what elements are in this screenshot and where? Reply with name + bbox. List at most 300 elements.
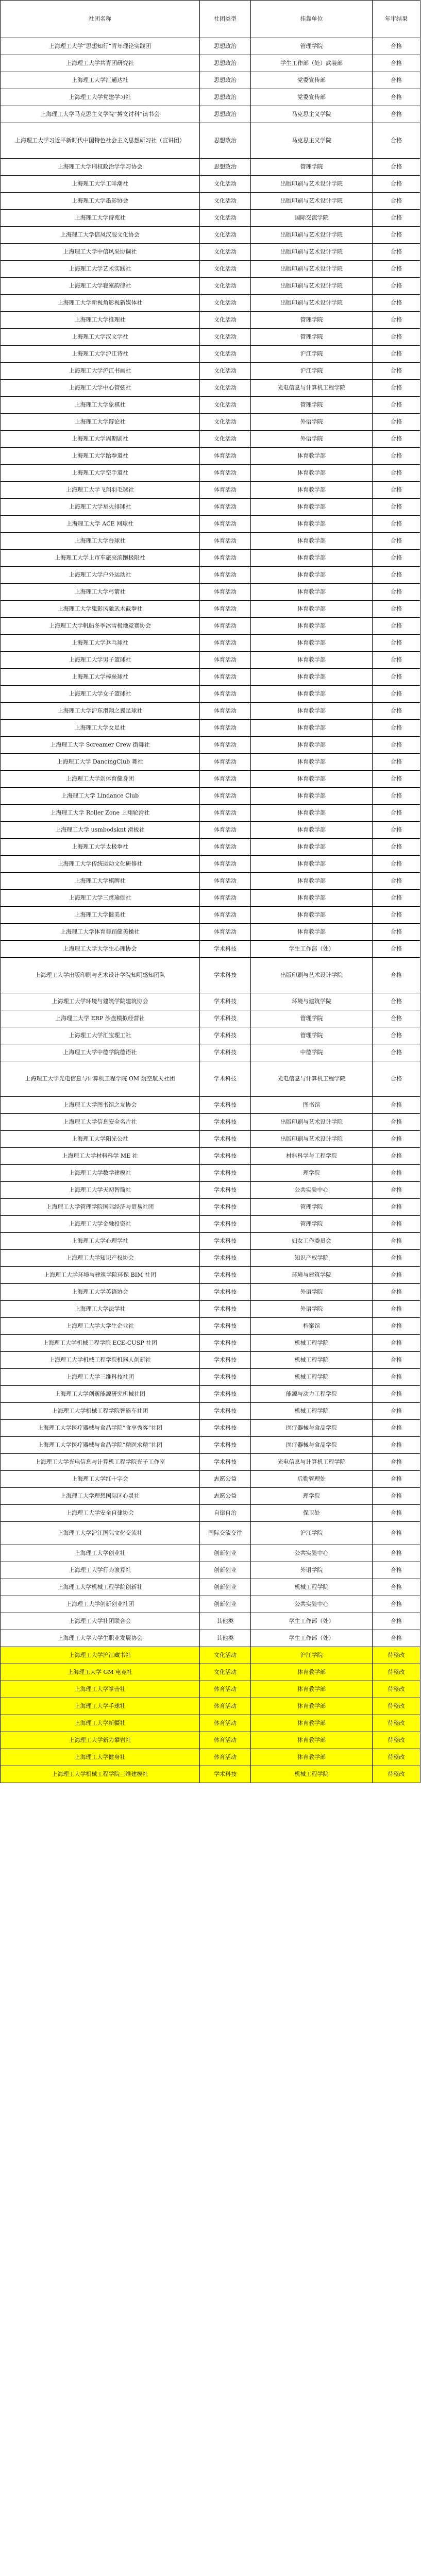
- table-row: [1, 1165, 420, 1182]
- table-row: [1, 1732, 420, 1749]
- club-type-cell: 文化活动: [200, 414, 251, 431]
- club-type-cell: 学术科技: [200, 1250, 251, 1267]
- review-result-cell: 合格: [373, 1454, 420, 1471]
- club-type-cell: 学术科技: [200, 941, 251, 958]
- club-type-cell: 学术科技: [200, 1044, 251, 1061]
- club-name-cell: 上海理工大学理想国际区心灵社: [1, 1488, 200, 1505]
- club-type-cell: 学术科技: [200, 1403, 251, 1420]
- table-row: [1, 329, 420, 346]
- review-result-cell: 合格: [373, 1284, 420, 1301]
- table-row: [1, 1318, 420, 1335]
- affiliated-unit-cell: 体育教学部: [251, 448, 373, 465]
- club-name-cell: 上海理工大学跆拳道社: [1, 448, 200, 465]
- club-type-cell: 体育活动: [200, 1732, 251, 1749]
- club-name-cell: 上海理工大学汉文学社: [1, 329, 200, 346]
- affiliated-unit-cell: 外语学院: [251, 1301, 373, 1318]
- table-row: [1, 822, 420, 839]
- affiliated-unit-cell: 光电信息与计算机工程学院: [251, 1061, 373, 1097]
- club-type-cell: 体育活动: [200, 907, 251, 924]
- review-result-cell: 合格: [373, 414, 420, 431]
- affiliated-unit-cell: 光电信息与计算机工程学院: [251, 1454, 373, 1471]
- review-result-cell: 合格: [373, 55, 420, 72]
- table-row: [1, 890, 420, 907]
- club-type-cell: 文化活动: [200, 329, 251, 346]
- club-type-cell: 思想政治: [200, 123, 251, 159]
- club-type-cell: 学术科技: [200, 1454, 251, 1471]
- review-result-cell: 合格: [373, 244, 420, 261]
- club-type-cell: 学术科技: [200, 1233, 251, 1250]
- club-type-cell: 体育活动: [200, 822, 251, 839]
- club-type-cell: 文化活动: [200, 295, 251, 312]
- affiliated-unit-cell: 体育教学部: [251, 652, 373, 669]
- club-name-cell: 上海理工大学鬼影风驰武术截拳社: [1, 601, 200, 618]
- review-result-cell: 合格: [373, 329, 420, 346]
- table-row: [1, 567, 420, 584]
- review-result-cell: 合格: [373, 873, 420, 890]
- table-row: [1, 295, 420, 312]
- club-type-cell: 国际交流交往: [200, 1522, 251, 1545]
- table-row: [1, 397, 420, 414]
- club-type-cell: 体育活动: [200, 669, 251, 686]
- club-name-cell: 上海理工大学新视角影视新媒体社: [1, 295, 200, 312]
- club-name-cell: 上海理工大学创新能源研究机械社团: [1, 1386, 200, 1403]
- club-type-cell: 思想政治: [200, 55, 251, 72]
- review-result-cell: 合格: [373, 363, 420, 380]
- club-name-cell: 上海理工大学诗苑社: [1, 210, 200, 227]
- affiliated-unit-cell: 出版印刷与艺术设计学院: [251, 958, 373, 993]
- review-result-cell: 合格: [373, 1471, 420, 1488]
- table-row: [1, 856, 420, 873]
- club-type-cell: 学术科技: [200, 1369, 251, 1386]
- table-row: [1, 380, 420, 397]
- club-name-cell: 上海理工大学环境与建筑学院环保 BIM 社团: [1, 1267, 200, 1284]
- table-row: [1, 1766, 420, 1783]
- table-row: [1, 465, 420, 482]
- review-result-cell: 合格: [373, 278, 420, 295]
- club-name-cell: 上海理工大学墨影协会: [1, 193, 200, 210]
- club-name-cell: 上海理工大学心理学社: [1, 1233, 200, 1250]
- club-name-cell: 上海理工大学机械工程学院 ECE-CUSP 社团: [1, 1335, 200, 1352]
- table-row: [1, 227, 420, 244]
- table-row: [1, 1386, 420, 1403]
- table-row: [1, 499, 420, 516]
- table-row: [1, 176, 420, 193]
- review-result-cell: 合格: [373, 1318, 420, 1335]
- table-row: [1, 788, 420, 805]
- review-result-cell: 合格: [373, 805, 420, 822]
- club-name-cell: 上海理工大学机械工程学院三维建模社: [1, 1766, 200, 1783]
- club-type-cell: 体育活动: [200, 516, 251, 533]
- table-row: [1, 1545, 420, 1562]
- club-name-cell: 上海理工大学沪江书画社: [1, 363, 200, 380]
- club-name-cell: 上海理工大学沪东滑翔之翼足球社: [1, 703, 200, 720]
- affiliated-unit-cell: 出版印刷与艺术设计学院: [251, 1131, 373, 1148]
- club-type-cell: 体育活动: [200, 754, 251, 771]
- club-name-cell: 上海理工大学沪江诗社: [1, 346, 200, 363]
- review-result-cell: 合格: [373, 822, 420, 839]
- review-result-cell: 合格: [373, 1165, 420, 1182]
- club-name-cell: 上海理工大学乒乓球社: [1, 635, 200, 652]
- club-type-cell: 思想政治: [200, 89, 251, 106]
- review-result-cell: 合格: [373, 1148, 420, 1165]
- club-type-cell: 学术科技: [200, 1061, 251, 1097]
- club-name-cell: 上海理工大学剑体育健身团: [1, 771, 200, 788]
- table-row: [1, 652, 420, 669]
- club-name-cell: 上海理工大学马克思主义学院“搏文讨科”读书会: [1, 106, 200, 123]
- club-name-cell: 上海理工大学党建学习社: [1, 89, 200, 106]
- review-result-cell: 待整改: [373, 1681, 420, 1698]
- affiliated-unit-cell: 体育教学部: [251, 686, 373, 703]
- table-row: [1, 1301, 420, 1318]
- club-name-cell: 上海理工大学弓箭社: [1, 584, 200, 601]
- club-name-cell: 上海理工大学健身社: [1, 1749, 200, 1766]
- affiliated-unit-cell: 体育教学部: [251, 924, 373, 941]
- club-name-cell: 上海理工大学健美社: [1, 907, 200, 924]
- table-row: [1, 941, 420, 958]
- table-row: [1, 159, 420, 176]
- club-name-cell: 上海理工大学棒垒球社: [1, 669, 200, 686]
- club-type-cell: 体育活动: [200, 533, 251, 550]
- club-name-cell: 上海理工大学图书馆之友协会: [1, 1097, 200, 1114]
- table-row: [1, 1505, 420, 1522]
- table-row: [1, 601, 420, 618]
- affiliated-unit-cell: 体育教学部: [251, 1715, 373, 1732]
- club-type-cell: 体育活动: [200, 482, 251, 499]
- club-type-cell: 学术科技: [200, 1216, 251, 1233]
- club-name-cell: 上海理工大学帆船冬季冰雪极地竞赛协会: [1, 618, 200, 635]
- club-type-cell: 学术科技: [200, 1766, 251, 1783]
- table-row: [1, 754, 420, 771]
- club-name-cell: 上海理工大学手球社: [1, 1698, 200, 1715]
- affiliated-unit-cell: 体育教学部: [251, 805, 373, 822]
- club-name-cell: 上海理工大学红十字会: [1, 1471, 200, 1488]
- affiliated-unit-cell: 医疗器械与食品学院: [251, 1420, 373, 1437]
- club-type-cell: 体育活动: [200, 805, 251, 822]
- table-row: [1, 771, 420, 788]
- club-type-cell: 体育活动: [200, 448, 251, 465]
- club-name-cell: 上海理工大学 DancingClub 舞社: [1, 754, 200, 771]
- table-row: [1, 1647, 420, 1664]
- table-row: [1, 737, 420, 754]
- club-name-cell: 上海理工大学光电信息与计算机工程学院 OM 航空航天社团: [1, 1061, 200, 1097]
- affiliated-unit-cell: 体育教学部: [251, 635, 373, 652]
- affiliated-unit-cell: 体育教学部: [251, 465, 373, 482]
- club-type-cell: 学术科技: [200, 1182, 251, 1199]
- review-result-cell: 待整改: [373, 1698, 420, 1715]
- club-name-cell: 上海理工大学中信风采协调社: [1, 244, 200, 261]
- affiliated-unit-cell: 光电信息与计算机工程学院: [251, 380, 373, 397]
- review-result-cell: 合格: [373, 550, 420, 567]
- review-result-cell: 合格: [373, 1267, 420, 1284]
- table-row: [1, 1044, 420, 1061]
- header-review-result: 年审结果: [373, 1, 420, 38]
- table-row: [1, 720, 420, 737]
- review-result-cell: 合格: [373, 1027, 420, 1044]
- affiliated-unit-cell: 公共实验中心: [251, 1182, 373, 1199]
- club-type-cell: 学术科技: [200, 1352, 251, 1369]
- review-result-cell: 合格: [373, 397, 420, 414]
- club-type-cell: 体育活动: [200, 737, 251, 754]
- club-type-cell: 体育活动: [200, 584, 251, 601]
- club-type-cell: 体育活动: [200, 839, 251, 856]
- club-name-cell: 上海理工大学体育舞蹈健美操社: [1, 924, 200, 941]
- club-type-cell: 文化活动: [200, 312, 251, 329]
- club-type-cell: 思想政治: [200, 159, 251, 176]
- table-row: [1, 1233, 420, 1250]
- table-row: [1, 1454, 420, 1471]
- affiliated-unit-cell: 体育教学部: [251, 907, 373, 924]
- club-type-cell: 思想政治: [200, 38, 251, 55]
- review-result-cell: 合格: [373, 1630, 420, 1647]
- table-row: [1, 482, 420, 499]
- affiliated-unit-cell: 沪江学院: [251, 1522, 373, 1545]
- club-name-cell: 上海理工大学机械工程学院智能车社团: [1, 1403, 200, 1420]
- club-type-cell: 文化活动: [200, 193, 251, 210]
- club-name-cell: 上海理工大学安全自律协会: [1, 1505, 200, 1522]
- club-name-cell: 上海理工大学 ACE 网球社: [1, 516, 200, 533]
- review-result-cell: 合格: [373, 737, 420, 754]
- review-result-cell: 合格: [373, 312, 420, 329]
- review-result-cell: 合格: [373, 1097, 420, 1114]
- review-result-cell: 合格: [373, 1216, 420, 1233]
- affiliated-unit-cell: 体育教学部: [251, 1749, 373, 1766]
- affiliated-unit-cell: 马克思主义学院: [251, 106, 373, 123]
- club-name-cell: 上海理工大学户外运动社: [1, 567, 200, 584]
- club-name-cell: 上海理工大学推理社: [1, 312, 200, 329]
- table-row: [1, 414, 420, 431]
- club-type-cell: 文化活动: [200, 176, 251, 193]
- affiliated-unit-cell: 体育教学部: [251, 771, 373, 788]
- affiliated-unit-cell: 体育教学部: [251, 601, 373, 618]
- affiliated-unit-cell: 保卫处: [251, 1505, 373, 1522]
- affiliated-unit-cell: 马克思主义学院: [251, 123, 373, 159]
- table-row: [1, 958, 420, 993]
- affiliated-unit-cell: 机械工程学院: [251, 1579, 373, 1596]
- review-result-cell: 合格: [373, 431, 420, 448]
- club-type-cell: 体育活动: [200, 703, 251, 720]
- affiliated-unit-cell: 外语学院: [251, 431, 373, 448]
- review-result-cell: 合格: [373, 754, 420, 771]
- review-result-cell: 合格: [373, 1522, 420, 1545]
- club-type-cell: 学术科技: [200, 1386, 251, 1403]
- affiliated-unit-cell: 外语学院: [251, 1284, 373, 1301]
- club-type-cell: 文化活动: [200, 261, 251, 278]
- club-type-cell: 学术科技: [200, 1131, 251, 1148]
- affiliated-unit-cell: 机械工程学院: [251, 1403, 373, 1420]
- affiliated-unit-cell: 机械工程学院: [251, 1766, 373, 1783]
- table-row: [1, 106, 420, 123]
- table-row: [1, 1579, 420, 1596]
- club-name-cell: 上海理工大学 Roller Zone 上翔轮滑社: [1, 805, 200, 822]
- affiliated-unit-cell: 体育教学部: [251, 567, 373, 584]
- club-name-cell: 上海理工大学 Screamer Crew 街舞社: [1, 737, 200, 754]
- affiliated-unit-cell: 管理学院: [251, 329, 373, 346]
- review-result-cell: 合格: [373, 1403, 420, 1420]
- review-result-cell: 合格: [373, 1182, 420, 1199]
- header-club-name: 社团名称: [1, 1, 200, 38]
- club-type-cell: 文化活动: [200, 397, 251, 414]
- review-result-cell: 合格: [373, 993, 420, 1010]
- review-result-cell: 合格: [373, 1596, 420, 1613]
- club-type-cell: 体育活动: [200, 856, 251, 873]
- club-name-cell: 上海理工大学天初智简社: [1, 1182, 200, 1199]
- review-result-cell: 合格: [373, 1061, 420, 1097]
- club-name-cell: 上海理工大学数学建模社: [1, 1165, 200, 1182]
- club-name-cell: 上海理工大学工咩潮社: [1, 176, 200, 193]
- affiliated-unit-cell: 环境与建筑学院: [251, 1267, 373, 1284]
- table-row: [1, 839, 420, 856]
- club-name-cell: 上海理工大学传统运动文化研修社: [1, 856, 200, 873]
- affiliated-unit-cell: 出版印刷与艺术设计学院: [251, 193, 373, 210]
- club-type-cell: 文化活动: [200, 1664, 251, 1681]
- review-result-cell: 合格: [373, 1114, 420, 1131]
- table-row: [1, 1420, 420, 1437]
- table-row: [1, 1216, 420, 1233]
- review-result-cell: 合格: [373, 788, 420, 805]
- review-result-cell: 合格: [373, 176, 420, 193]
- review-result-cell: 合格: [373, 652, 420, 669]
- club-type-cell: 其他类: [200, 1630, 251, 1647]
- club-type-cell: 学术科技: [200, 1284, 251, 1301]
- affiliated-unit-cell: 环境与建筑学院: [251, 993, 373, 1010]
- header-row: [1, 1, 420, 38]
- table-row: [1, 312, 420, 329]
- review-result-cell: 合格: [373, 1579, 420, 1596]
- club-name-cell: 上海理工大学信凤汉服文化协会: [1, 227, 200, 244]
- affiliated-unit-cell: 体育教学部: [251, 737, 373, 754]
- club-name-cell: 上海理工大学女足社: [1, 720, 200, 737]
- club-name-cell: 上海理工大学中心管弦社: [1, 380, 200, 397]
- affiliated-unit-cell: 管理学院: [251, 312, 373, 329]
- club-name-cell: 上海理工大学辩论社: [1, 414, 200, 431]
- review-result-cell: 待整改: [373, 1715, 420, 1732]
- table-row: [1, 244, 420, 261]
- review-result-cell: 合格: [373, 38, 420, 55]
- club-name-cell: 上海理工大学周期剧社: [1, 431, 200, 448]
- club-type-cell: 学术科技: [200, 1027, 251, 1044]
- review-result-cell: 合格: [373, 1301, 420, 1318]
- club-name-cell: 上海理工大学新疆社: [1, 1715, 200, 1732]
- review-result-cell: 合格: [373, 1352, 420, 1369]
- review-result-cell: 合格: [373, 465, 420, 482]
- club-name-cell: 上海理工大学管理学院国际经济与贸易社团: [1, 1199, 200, 1216]
- table-row: [1, 924, 420, 941]
- affiliated-unit-cell: 中德学院: [251, 1044, 373, 1061]
- club-type-cell: 文化活动: [200, 346, 251, 363]
- affiliated-unit-cell: 体育教学部: [251, 1732, 373, 1749]
- club-type-cell: 学术科技: [200, 1097, 251, 1114]
- affiliated-unit-cell: 后勤管理处: [251, 1471, 373, 1488]
- affiliated-unit-cell: 国际交流学院: [251, 210, 373, 227]
- affiliated-unit-cell: 能源与动力工程学院: [251, 1386, 373, 1403]
- affiliated-unit-cell: 体育教学部: [251, 788, 373, 805]
- club-type-cell: 自律自治: [200, 1505, 251, 1522]
- club-name-cell: 上海理工大学医疗器械与食品学院“精医求精”社团: [1, 1437, 200, 1454]
- review-result-cell: 合格: [373, 686, 420, 703]
- review-result-cell: 合格: [373, 1233, 420, 1250]
- club-name-cell: 上海理工大学大学生心理协会: [1, 941, 200, 958]
- club-name-cell: 上海理工大学法学社: [1, 1301, 200, 1318]
- table-row: [1, 431, 420, 448]
- table-row: [1, 1097, 420, 1114]
- club-name-cell: 上海理工大学机械工程学院机器人创新社: [1, 1352, 200, 1369]
- table-row: [1, 1284, 420, 1301]
- club-type-cell: 体育活动: [200, 465, 251, 482]
- club-name-cell: 上海理工大学艺术实践社: [1, 261, 200, 278]
- club-type-cell: 体育活动: [200, 890, 251, 907]
- affiliated-unit-cell: 出版印刷与艺术设计学院: [251, 1114, 373, 1131]
- table-body: [1, 38, 420, 1783]
- club-type-cell: 学术科技: [200, 1165, 251, 1182]
- affiliated-unit-cell: 党委宣传部: [251, 72, 373, 89]
- club-type-cell: 体育活动: [200, 550, 251, 567]
- table-row: [1, 1664, 420, 1681]
- club-name-cell: 上海理工大学英语协会: [1, 1284, 200, 1301]
- affiliated-unit-cell: 体育教学部: [251, 1698, 373, 1715]
- club-type-cell: 文化活动: [200, 1647, 251, 1664]
- review-result-cell: 合格: [373, 1437, 420, 1454]
- club-type-cell: 学术科技: [200, 993, 251, 1010]
- review-result-cell: 合格: [373, 720, 420, 737]
- affiliated-unit-cell: 管理学院: [251, 1027, 373, 1044]
- review-result-cell: 待整改: [373, 1749, 420, 1766]
- club-name-cell: 上海理工大学三维科技社团: [1, 1369, 200, 1386]
- affiliated-unit-cell: 出版印刷与艺术设计学院: [251, 278, 373, 295]
- review-result-cell: 合格: [373, 601, 420, 618]
- club-type-cell: 学术科技: [200, 1335, 251, 1352]
- affiliated-unit-cell: 体育教学部: [251, 618, 373, 635]
- review-result-cell: 合格: [373, 261, 420, 278]
- review-result-cell: 合格: [373, 771, 420, 788]
- review-result-cell: 合格: [373, 533, 420, 550]
- club-name-cell: 上海理工大学创业社: [1, 1545, 200, 1562]
- club-name-cell: 上海理工大学 GM 电竞社: [1, 1664, 200, 1681]
- review-result-cell: 合格: [373, 89, 420, 106]
- affiliated-unit-cell: 管理学院: [251, 159, 373, 176]
- review-result-cell: 待整改: [373, 1766, 420, 1783]
- table-row: [1, 1437, 420, 1454]
- table-row: [1, 210, 420, 227]
- affiliated-unit-cell: 管理学院: [251, 1199, 373, 1216]
- table-row: [1, 703, 420, 720]
- affiliated-unit-cell: 理学院: [251, 1488, 373, 1505]
- club-type-cell: 学术科技: [200, 1420, 251, 1437]
- club-type-cell: 体育活动: [200, 1749, 251, 1766]
- table-row: [1, 1250, 420, 1267]
- table-row: [1, 1061, 420, 1097]
- club-type-cell: 学术科技: [200, 1301, 251, 1318]
- club-name-cell: 上海理工大学机械工程学院创新社: [1, 1579, 200, 1596]
- club-type-cell: 体育活动: [200, 499, 251, 516]
- review-result-cell: 合格: [373, 193, 420, 210]
- table-row: [1, 278, 420, 295]
- affiliated-unit-cell: 妇女工作委员会: [251, 1233, 373, 1250]
- table-header: [1, 1, 420, 38]
- club-name-cell: 上海理工大学上市车旅亮滨跑极限社: [1, 550, 200, 567]
- review-result-cell: 合格: [373, 210, 420, 227]
- table-row: [1, 1131, 420, 1148]
- club-type-cell: 文化活动: [200, 431, 251, 448]
- club-name-cell: 上海理工大学社团联合会: [1, 1613, 200, 1630]
- table-row: [1, 805, 420, 822]
- review-result-cell: 合格: [373, 1199, 420, 1216]
- affiliated-unit-cell: 机械工程学院: [251, 1335, 373, 1352]
- table-row: [1, 584, 420, 601]
- affiliated-unit-cell: 管理学院: [251, 1010, 373, 1027]
- review-result-cell: 合格: [373, 1335, 420, 1352]
- club-name-cell: 上海理工大学飞翔羽毛球社: [1, 482, 200, 499]
- table-row: [1, 1352, 420, 1369]
